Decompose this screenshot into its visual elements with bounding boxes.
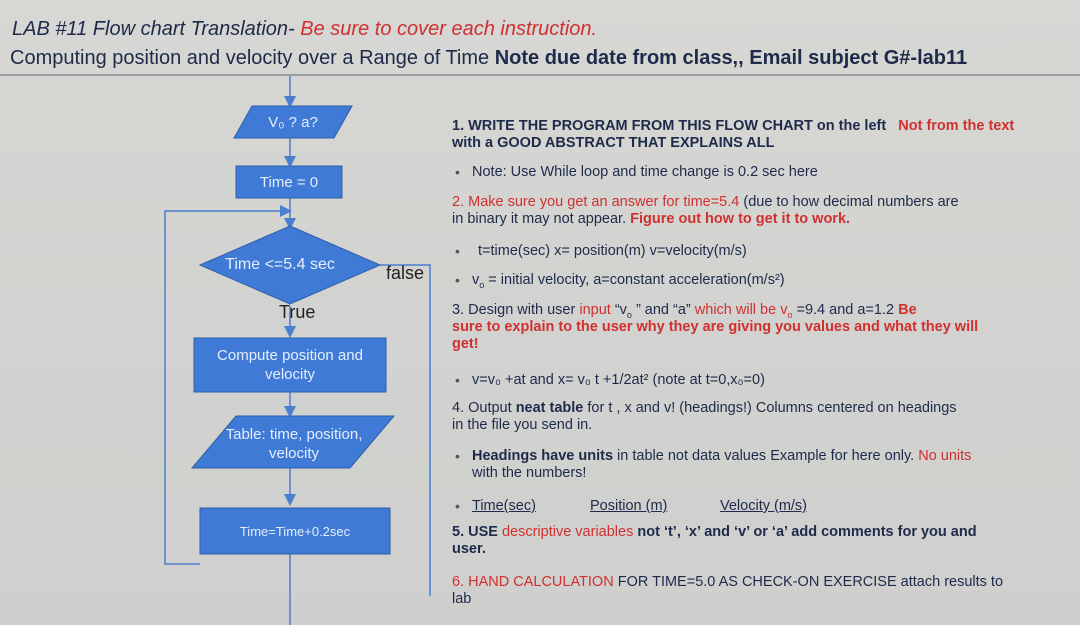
init-label: Time = 0 — [259, 173, 319, 191]
headings-note: Headings have units in table not data values Example for here only. No units — [472, 448, 972, 464]
column-heading-position: Position (m) — [590, 498, 668, 514]
equations: v=v₀ +at and x= v₀ t +1/2at² (note at t=0,x₀=0) — [472, 372, 765, 388]
instruction-5: 5. USE descriptive variables not ‘t’, ‘x’ and ‘v’ or ‘a’ add comments for you and — [452, 524, 977, 540]
note-while-loop: Note: Use While loop and time change is 0.2 sec here — [472, 164, 818, 180]
input-label: V₀ ? a? — [268, 113, 318, 131]
instruction-3-cont2: get! — [452, 336, 479, 352]
instruction-3-cont: sure to explain to the user why they are giving you values and what they will — [452, 319, 979, 335]
compute-label: Compute position and velocity — [217, 347, 363, 383]
column-heading-velocity: Velocity (m/s) — [720, 498, 808, 514]
lab-subtitle: Computing position and velocity over a Range of Time Note due date from class,, Email subject G#-lab11 — [10, 47, 968, 69]
instruction-4: 4. Output neat table for t , x and v! (headings!) Columns centered on headings — [452, 400, 957, 416]
variable-definitions: t=time(sec) x= position(m) v=velocity(m/s) — [478, 243, 747, 259]
false-label: false — [386, 263, 425, 283]
lab-title: LAB #11 Flow chart Translation- Be sure to cover each instruction. — [12, 18, 598, 40]
initial-velocity-definition: $v_o$ = initial velocity, a=constant acceleration(m/s²) — [472, 272, 785, 290]
column-heading-time: Time(sec) — [472, 498, 536, 514]
increment-label: Time=Time+0.2sec — [239, 523, 351, 539]
headings-note-cont: with the numbers! — [472, 465, 587, 481]
instruction-2-cont: in binary it may not appear. Figure out how to get it to work. — [452, 211, 851, 227]
instruction-2: 2. Make sure you get an answer for time=5.4 (due to how decimal numbers are — [452, 194, 959, 210]
instruction-3: 3. Design with user input “$v_o$ ” and “a” which will be $v_o =9.4$ and a=1.2 Be — [452, 302, 917, 320]
instruction-1: 1. WRITE THE PROGRAM FROM THIS FLOW CHART on the left Not from the text — [452, 118, 1015, 134]
slide: LAB #11 Flow chart Translation- Be sure to cover each instruction. Computing position and velocity over a Range of Time Note due date from class,, Email subject G#-lab11 V₀ ? a? Time = 0 Time <=5.4 sec false True Compute position and velocity Table: time, position, velocity Time=Time+0.2sec 1. WRITE THE PROGRAM FROM THIS FLOW CHART on the left Not from the text with a GOOD ABSTRACT THAT EXPLAINS ALL • Note: Use While loop and time change is 0.2 sec here 2. Make sure you get an answer for time=5.4 (due to how decimal numbers are in binary it may not appear. Figure out how to get it to work. • t=time(sec) x= position(m) v=velocity(m/s) • $v_o$ = initial velocity, a=constant acceleration(m/s²) 3. Design with user input “$v_o$ ” and “a” which will be $v_o =9.4$ and a=1.2 Be sure to explain to the user why they are giving you values and what they will get! • v=v₀ +at and x= v₀ t +1/2at² (note at t=0,x₀=0) 4. Output neat table for t , x and v! (headings!) Columns centered on headings in the file you send in. • Headings have units in table not data values Example for here only. No units with the numbers! • Time(sec) Position (m) Velocity (m/s) 5. USE descriptive variables not ‘t’, ‘x’ and ‘v’ or ‘a’ add comments for you and user. 6. HAND CALCULATION FOR TIME=5.0 AS CHECK-ON EXERCISE attach results to lab — [0, 0, 1080, 625]
instruction-5-cont: user. — [452, 541, 486, 557]
decision-label: Time <=5.4 sec — [225, 256, 335, 273]
instruction-4-cont: in the file you send in. — [452, 417, 593, 433]
table-label: Table: time, position, velocity — [225, 426, 363, 462]
instruction-1-cont: with a GOOD ABSTRACT THAT EXPLAINS ALL — [452, 135, 775, 151]
true-label: True — [279, 302, 316, 322]
instruction-6-cont: lab — [452, 591, 472, 607]
instruction-6: 6. HAND CALCULATION FOR TIME=5.0 AS CHECK-ON EXERCISE attach results to — [452, 574, 1004, 590]
